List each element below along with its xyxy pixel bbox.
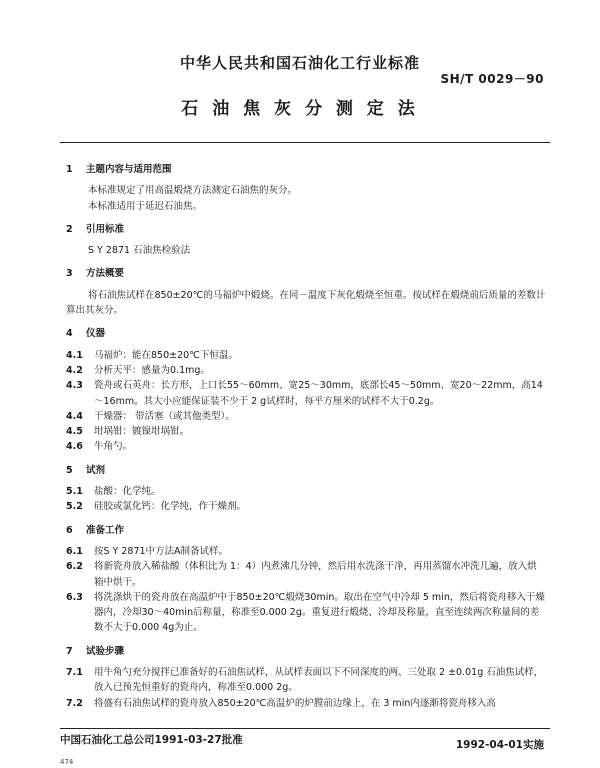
clause-item [66, 665, 546, 696]
section-title: 准备工作 [86, 524, 125, 536]
approval-note: 中国石油化工总公司1991-03-27批准 [60, 734, 243, 746]
clause-item [66, 499, 546, 514]
clause-item [66, 439, 546, 454]
section-heading [66, 266, 546, 281]
clause-number: 6.3 [66, 591, 83, 603]
section-title: 引用标准 [86, 223, 125, 235]
section-number: 2 [66, 223, 73, 235]
clause-item [66, 363, 546, 378]
clause-text: 将盛有石油焦试样的瓷舟放入850±20℃高温炉的炉膛前边缘上，在 3 min内逐渐将瓷舟移入高 [94, 697, 496, 709]
section-number: 1 [66, 164, 73, 175]
section-heading [66, 463, 546, 478]
section-number: 7 [66, 645, 73, 657]
section-4 [66, 326, 546, 454]
standard-code: SH/T 0029－90 [440, 72, 544, 86]
clause-text: 硅胶或氯化钙：化学纯，作干燥剂。 [94, 501, 247, 513]
section-1 [66, 162, 546, 214]
clause-number: 6.1 [66, 545, 83, 557]
section-title: 主题内容与适用范围 [86, 164, 172, 175]
clause-item [66, 696, 546, 711]
clause-item [66, 424, 546, 439]
clause-number: 4.6 [66, 441, 83, 453]
clause-text: 将新瓷舟放入稀盐酸（体积比为 1：4）内煮沸几分钟，然后用水洗涤干净，再用蒸馏水冲洗几遍，放入烘箱中烘干。 [94, 561, 537, 588]
clause-number: 4.4 [66, 410, 83, 422]
clause-item [66, 484, 546, 499]
section-heading [66, 523, 546, 538]
clause-number: 4.2 [66, 364, 83, 376]
section-heading [66, 326, 546, 341]
clause-text: 瓷舟或石英舟：长方形，上口长55～60mm、宽25～30mm，底部长45～50mm、宽20～22mm，高14～16mm。其大小应能保证装不少于 2 g试样时，每平方厘米的试样不大于0.2g。 [94, 380, 543, 407]
section-number: 4 [66, 328, 73, 340]
reference-standard: S Y 2871 石油焦检验法 [88, 245, 191, 257]
clause-text: 坩埚钳：镀镍坩埚钳。 [94, 426, 190, 438]
section-title: 试验步骤 [86, 645, 125, 657]
clause-item [66, 348, 546, 363]
clause-text: 牛角勺。 [94, 441, 133, 453]
clause-number: 4.1 [66, 349, 83, 361]
clause-text: 干燥器： 带活塞（或其他类型）。 [94, 410, 235, 422]
clause-item [66, 378, 546, 409]
section-5 [66, 463, 546, 515]
document-body [66, 162, 546, 711]
clause-text: 用牛角勺充分搅拌已准备好的石油焦试样，从试样表面以下不同深度的两、三处取 2 ±0.01g 石油焦试样，放入已预先恒重好的瓷舟内，称准至0.000 2g。 [94, 667, 544, 694]
section-3 [66, 266, 546, 318]
section-title: 试剂 [86, 464, 106, 476]
standard-category-header: 中华人民共和国石油化工行业标准 [179, 54, 420, 72]
section-number: 6 [66, 524, 73, 536]
paragraph: 本标准适用于延迟石油焦。 [88, 200, 203, 212]
clause-number: 5.2 [66, 501, 83, 513]
clause-number: 5.1 [66, 486, 83, 498]
section-heading [66, 162, 546, 177]
clause-item [66, 559, 546, 590]
clause-text: 按S Y 2871中方法A制备试样。 [94, 545, 229, 557]
clause-number: 7.2 [66, 697, 83, 709]
effective-date: 1992-04-01实施 [455, 739, 544, 751]
clause-number: 4.5 [66, 426, 83, 438]
paragraph: 将石油焦试样在850±20℃的马福炉中煅烧。在同－温度下灰化煅烧至恒重。按试样在煅烧前后质量的差数计算出其灰分。 [66, 289, 546, 317]
section-title: 仪器 [86, 328, 106, 340]
clause-text: 将洗涤烘干的瓷舟放在高温炉中于850±20℃煅烧30min。取出在空气中冷却 5 min，然后将瓷舟移入干燥器内，冷却30～40min后称量，称准至0.000 2g。重复进行煅烧、冷却及称量，直至连续两次称量间的差数不大于0.000 4g为止。 [94, 591, 545, 634]
clause-number: 7.1 [66, 667, 83, 679]
section-number: 5 [66, 464, 73, 476]
section-heading [66, 644, 546, 659]
section-number: 3 [66, 268, 73, 280]
clause-number: 6.2 [66, 561, 83, 573]
clause-text: 分析天平：感量为0.1mg。 [94, 364, 210, 376]
paragraph: 本标准规定了用高温煅烧方法测定石油焦的灰分。 [88, 185, 298, 197]
document-title: 石 油 焦 灰 分 测 定 法 [181, 99, 419, 119]
section-heading [66, 222, 546, 237]
section-title: 方法概要 [86, 268, 125, 280]
bottom-divider [60, 728, 550, 729]
page-number: 474 [60, 758, 74, 766]
clause-item [66, 590, 546, 636]
section-7 [66, 644, 546, 711]
clause-item [66, 544, 546, 559]
clause-text: 马福炉：能在850±20℃下恒温。 [94, 349, 238, 361]
section-6 [66, 523, 546, 636]
top-divider [60, 142, 550, 143]
clause-number: 4.3 [66, 380, 83, 392]
clause-item [66, 409, 546, 424]
section-2 [66, 222, 546, 259]
clause-text: 盐酸：化学纯。 [94, 486, 161, 498]
